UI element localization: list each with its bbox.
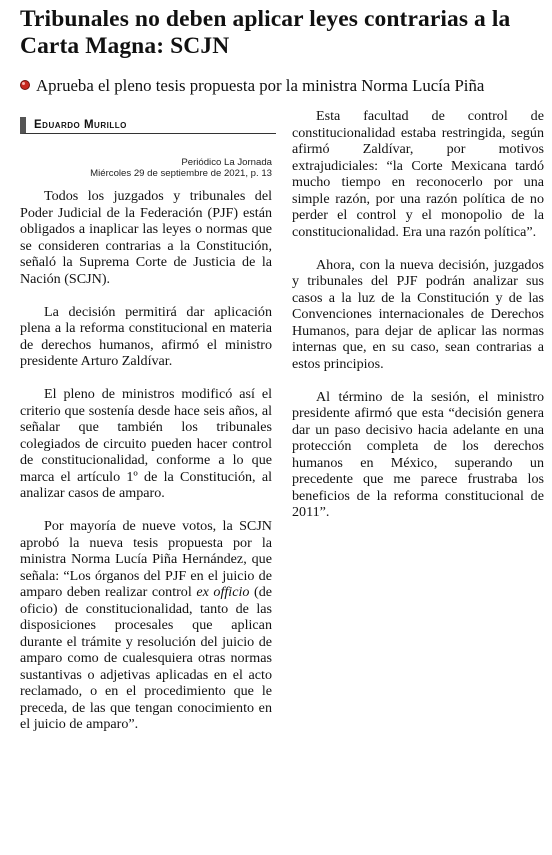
paragraph-4-italic: ex officio xyxy=(196,584,250,600)
left-column xyxy=(20,188,272,733)
paragraph-6: Ahora, con la nueva decisión, juzgados y tribunales del PJF podrán analizar sus casos a la luz de la Constitución y de las Convenciones internacionales de Derechos Humanos, para dejar de aplicar las normas internas que, en su caso, sean contrarias a estos principios. xyxy=(292,256,544,372)
right-column xyxy=(292,108,544,521)
headline: Tribunales no deben aplicar leyes contrarias a la Carta Magna: SCJN xyxy=(20,6,511,59)
paragraph-1: Todos los juzgados y tribunales del Poder Judicial de la Federación (PJF) están obligados a inaplicar las leyes o normas que se consideren contrarias a la Constitución, señaló la Suprema Corte de Justicia de la Nación (SCJN). xyxy=(20,188,272,287)
paragraph-5: Esta facultad de control de constitucionalidad estaba restringida, según afirmó Zaldívar, por motivos extrajudiciales: “la Corte Mexicana tardó mucho tiempo en reconocerlo por una simple razón, por una razón política de no perder el control y el monopolio de la constitucionalidad. Era una razón política”. xyxy=(292,108,544,240)
red-bullet-icon xyxy=(20,80,30,90)
source-name: Periódico La Jornada xyxy=(181,157,272,168)
subhead xyxy=(20,76,545,96)
paragraph-4 xyxy=(20,518,272,733)
paragraph-3: El pleno de ministros modificó así el criterio que sostenía desde hace seis años, al señalar que también los tribunales colegiados de circuito pueden hacer control de constitucionalidad, conforme a lo que marca el artículo 1º de la Constitución, al analizar casos de amparo. xyxy=(20,386,272,501)
subhead-text: Aprueba el pleno tesis propuesta por la ministra Norma Lucía Piña xyxy=(36,76,485,95)
paragraph-4-part-b: (de oficio) de constitucionalidad, tanto de las disposiciones procesales que aplican durante el trámite y resolución del juicio de amparo como de cualesquiera otras normas sustantivas o adjetivas aplicadas en el acto reclamado, o en el procedimiento que le preceda, de las que tengan conocimiento en el juicio de amparo”. xyxy=(20,584,272,732)
paragraph-7: Al término de la sesión, el ministro presidente afirmó que esta “decisión genera dar un paso decisivo hacia adelante en una protección completa de los derechos humanos en México, superando un precedente que me parece frustraba los beneficios de la reforma constitucional de 2011”. xyxy=(292,388,544,520)
source-date-page: Miércoles 29 de septiembre de 2021, p. 13 xyxy=(90,168,272,179)
paragraph-2: La decisión permitirá dar aplicación plena a la reforma constitucional en materia de derechos humanos, afirmó el ministro presidente Arturo Zaldívar. xyxy=(20,303,272,369)
author-byline: Eduardo Murillo xyxy=(20,117,276,134)
source-info xyxy=(20,157,272,179)
paragraph-4-part-a: Por mayoría de nueve votos, la SCJN aprobó la nueva tesis propuesta por la ministra Norma Lucía Piña Hernández, que señala: “Los órganos del PJF en el juicio de amparo deben realizar control xyxy=(20,518,272,600)
